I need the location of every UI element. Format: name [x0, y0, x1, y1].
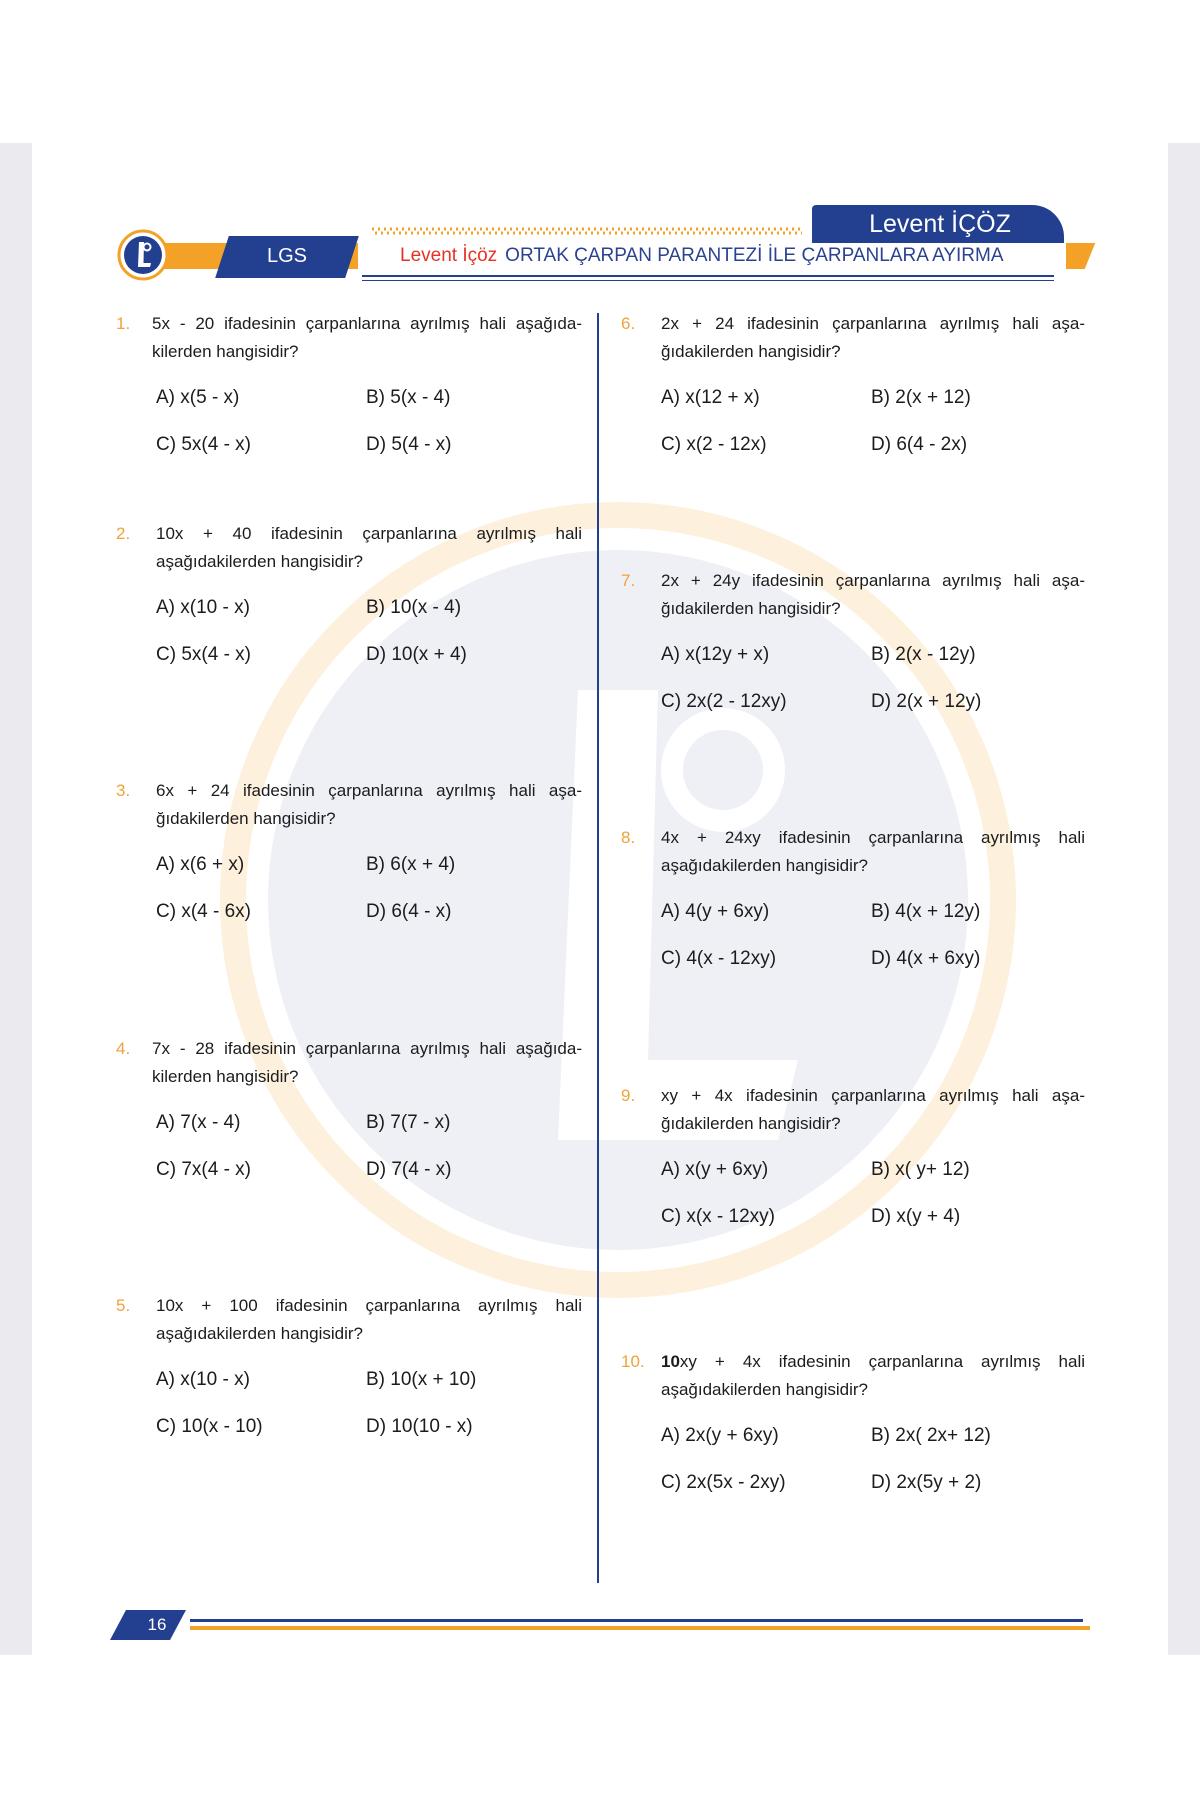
- question-text: 2x + 24y ifadesinin çarpanlarına ayrılmış hali aşa-ğıdakilerden hangisidir?: [661, 571, 1085, 618]
- question-number: 5.: [116, 1296, 131, 1315]
- option-a[interactable]: A) x(y + 6xy): [661, 1159, 769, 1180]
- question-9: [621, 1082, 1085, 1242]
- option-b[interactable]: B) 10(x - 4): [366, 597, 462, 618]
- question-number: 6.: [621, 314, 636, 333]
- publisher-logo-icon: [117, 229, 169, 281]
- option-a[interactable]: A) x(10 - x): [156, 1369, 250, 1390]
- option-c[interactable]: C) 5x(4 - x): [156, 644, 251, 665]
- question-number: 9.: [621, 1086, 636, 1105]
- question-text: 5x - 20 ifadesinin çarpanlarına ayrılmış hali aşağıda-kilerden hangisidir?: [152, 314, 582, 361]
- option-b[interactable]: B) 6(x + 4): [366, 854, 456, 875]
- question-number: 2.: [116, 524, 131, 543]
- option-b[interactable]: B) 5(x - 4): [366, 387, 451, 408]
- question-text: 2x + 24 ifadesinin çarpanlarına ayrılmış hali aşa-ğıdakilerden hangisidir?: [661, 314, 1085, 361]
- option-a[interactable]: A) 7(x - 4): [156, 1112, 241, 1133]
- question-6: [621, 310, 1085, 470]
- question-text: 4x + 24xy ifadesinin çarpanlarına ayrılmış hali aşağıdakilerden hangisidir?: [661, 828, 1085, 875]
- question-10: [621, 1348, 1085, 1508]
- bold-term: 10: [661, 1352, 680, 1371]
- option-c[interactable]: C) 2x(5x - 2xy): [661, 1472, 786, 1493]
- author-name: Levent İÇÖZ: [869, 210, 1011, 238]
- option-a[interactable]: A) 4(y + 6xy): [661, 901, 770, 922]
- question-5: [116, 1292, 581, 1452]
- option-b[interactable]: B) 7(7 - x): [366, 1112, 451, 1133]
- option-a[interactable]: A) x(12 + x): [661, 387, 760, 408]
- footer-rule-blue: [190, 1619, 1083, 1622]
- option-c[interactable]: C) 7x(4 - x): [156, 1159, 251, 1180]
- option-d[interactable]: D) 2x(5y + 2): [871, 1472, 982, 1493]
- option-d[interactable]: D) 7(4 - x): [366, 1159, 452, 1180]
- header-rule: [362, 275, 1054, 277]
- question-number: 8.: [621, 828, 636, 847]
- question-4: [116, 1035, 581, 1195]
- question-number: 1.: [116, 314, 131, 333]
- option-d[interactable]: D) 6(4 - 2x): [871, 434, 968, 455]
- option-b[interactable]: B) 2(x - 12y): [871, 644, 976, 665]
- option-c[interactable]: C) 2x(2 - 12xy): [661, 691, 787, 712]
- option-c[interactable]: C) x(2 - 12x): [661, 434, 767, 455]
- option-d[interactable]: D) 4(x + 6xy): [871, 948, 981, 969]
- question-number: 3.: [116, 781, 131, 800]
- option-a[interactable]: A) x(10 - x): [156, 597, 250, 618]
- option-b[interactable]: B) 2(x + 12): [871, 387, 971, 408]
- option-c[interactable]: C) x(4 - 6x): [156, 901, 251, 922]
- option-a[interactable]: A) x(5 - x): [156, 387, 240, 408]
- question-number: 4.: [116, 1039, 131, 1058]
- question-text: 6x + 24 ifadesinin çarpanlarına ayrılmış hali aşa-ğıdakilerden hangisidir?: [156, 781, 582, 828]
- question-text: 10x + 40 ifadesinin çarpanlarına ayrılmış hali aşağıdakilerden hangisidir?: [156, 524, 582, 571]
- option-b[interactable]: B) 2x( 2x+ 12): [871, 1425, 991, 1446]
- option-b[interactable]: B) 4(x + 12y): [871, 901, 981, 922]
- option-a[interactable]: A) 2x(y + 6xy): [661, 1425, 779, 1446]
- question-1: [116, 310, 581, 470]
- option-d[interactable]: D) 5(4 - x): [366, 434, 452, 455]
- option-c[interactable]: C) 4(x - 12xy): [661, 948, 777, 969]
- header-dot-pattern: [372, 226, 802, 236]
- question-number: 7.: [621, 571, 636, 590]
- question-2: [116, 520, 581, 680]
- header-rule-thin: [362, 280, 1054, 281]
- exam-label: LGS: [266, 245, 308, 267]
- column-divider: [597, 313, 599, 1583]
- question-text-rest: xy + 4x ifadesinin çarpanlarına ayrılmış hali aşağıdakilerden hangisidir?: [661, 1352, 1085, 1399]
- page-number: 16: [147, 1615, 167, 1634]
- question-3: [116, 777, 581, 937]
- option-b[interactable]: B) 10(x + 10): [366, 1369, 477, 1390]
- option-a[interactable]: A) x(12y + x): [661, 644, 770, 665]
- topic-title: ORTAK ÇARPAN PARANTEZİ İLE ÇARPANLARA AYIRMA: [505, 245, 1004, 266]
- option-b[interactable]: B) x( y+ 12): [871, 1159, 970, 1180]
- page-title: [400, 243, 1004, 269]
- option-d[interactable]: D) 2(x + 12y): [871, 691, 982, 712]
- option-c[interactable]: C) 10(x - 10): [156, 1416, 263, 1437]
- option-d[interactable]: D) 6(4 - x): [366, 901, 452, 922]
- question-text: [661, 1348, 1085, 1404]
- footer-rule-orange: [190, 1626, 1090, 1630]
- question-7: [621, 567, 1085, 727]
- page-margin-left: [0, 143, 32, 1655]
- page-margin-right: [1168, 143, 1200, 1655]
- question-text: 7x - 28 ifadesinin çarpanlarına ayrılmış hali aşağıda-kilerden hangisidir?: [152, 1039, 582, 1086]
- option-c[interactable]: C) 5x(4 - x): [156, 434, 251, 455]
- question-8: [621, 824, 1085, 984]
- question-text: xy + 4x ifadesinin çarpanlarına ayrılmış hali aşa-ğıdakilerden hangisidir?: [661, 1086, 1085, 1133]
- option-d[interactable]: D) 10(x + 4): [366, 644, 467, 665]
- option-d[interactable]: D) x(y + 4): [871, 1206, 961, 1227]
- option-c[interactable]: C) x(x - 12xy): [661, 1206, 775, 1227]
- question-number: 10.: [621, 1352, 645, 1371]
- option-a[interactable]: A) x(6 + x): [156, 854, 245, 875]
- option-d[interactable]: D) 10(10 - x): [366, 1416, 473, 1437]
- question-text: 10x + 100 ifadesinin çarpanlarına ayrılmış hali aşağıdakilerden hangisidir?: [156, 1296, 582, 1343]
- brand-name: Levent İçöz: [400, 245, 498, 266]
